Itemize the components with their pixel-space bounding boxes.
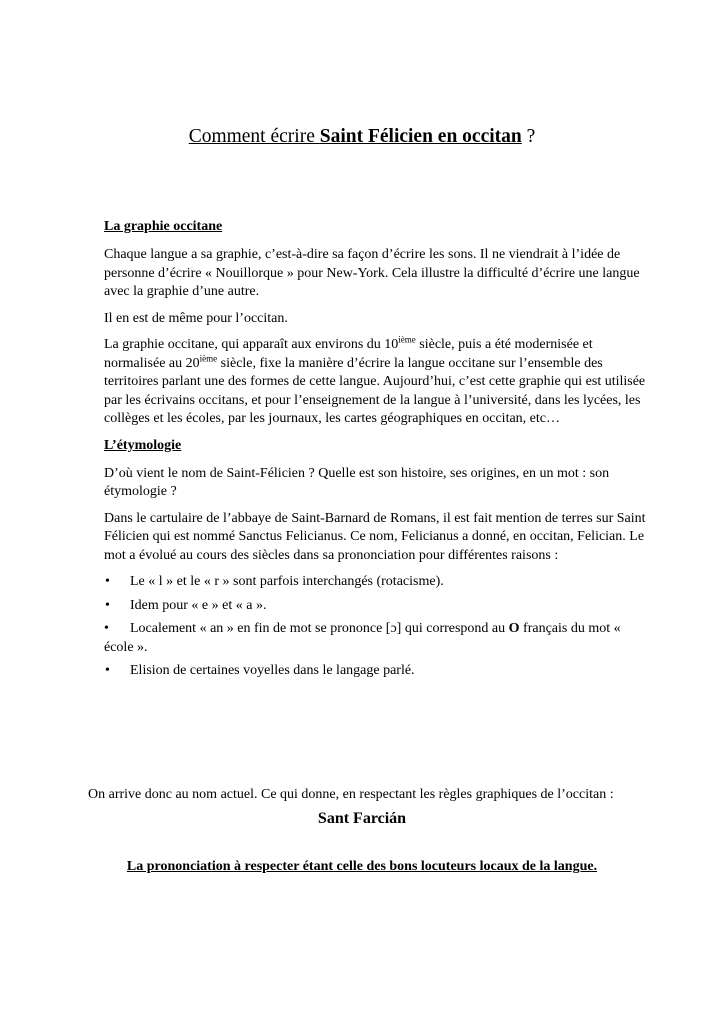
- p3-part-a: La graphie occitane, qui apparaît aux environs du 10: [104, 337, 399, 352]
- p3-sup-1: ième: [398, 334, 416, 345]
- bullet-text: Idem pour « e » et « a ».: [130, 597, 267, 613]
- title-prefix: Comment écrire: [188, 126, 320, 147]
- pronunciation-note: La prononciation à respecter étant celle des bons locuteurs locaux de la langue.: [126, 859, 598, 874]
- bullet-list: [104, 573, 652, 681]
- bullet-icon: •: [105, 663, 110, 678]
- paragraph-etymologie-2: Dans le cartulaire de l’abbaye de Saint-Barnard de Romans, il est fait mention de terres sur Saint Félicien qui est nommé Sanctus Felicianus. Ce nom, Felicianus a donné, en occitan, Felician. Le mot a évolué au cours des siècles dans sa prononciation pour différentes raisons :: [104, 510, 646, 563]
- title-suffix: ?: [521, 126, 536, 147]
- paragraph-graphie-3: [104, 336, 652, 429]
- page-title: [0, 124, 724, 150]
- title-underlined: [189, 126, 522, 147]
- paragraph-graphie-2: Il en est de même pour l’occitan.: [104, 310, 288, 326]
- conclusion-block: [0, 786, 724, 828]
- p3-part-c: siècle, fixe la manière d’écrire la langue occitane sur l’ensemble des territoires parlant une des formes de cette langue. Aujourd’hui, c’est cette graphie qui est utilisée par les écrivains occitans, et pour l’enseignement de la langue à l’université, dans les lycées, les collèges et les écoles, par les journaux, les cartes géographiques en occitan, etc…: [104, 355, 646, 426]
- list-item: [104, 573, 652, 592]
- occitan-name: Sant Farcián: [317, 810, 407, 827]
- section-heading-graphie: La graphie occitane: [104, 219, 223, 234]
- paragraph-graphie-1: Chaque langue a sa graphie, c’est-à-dire sa façon d’écrire les sons. Il ne viendrait à l’idée de personne d’écrire « Nouillorque » pour New-York. Cela illustre la difficulté d’écrire une langue avec la graphie d’une autre.: [104, 247, 640, 299]
- bullet-text-a: Localement « an » en fin de mot se prononce [ɔ] qui correspond au: [130, 621, 509, 636]
- title-bold: Saint Félicien en occitan: [319, 126, 522, 147]
- bullet-text-bold: O: [508, 621, 520, 636]
- list-item: [104, 620, 652, 657]
- paragraph-etymologie-1: D’où vient le nom de Saint-Félicien ? Quelle est son histoire, ses origines, en un mot : son étymologie ?: [104, 465, 610, 499]
- main-content: [104, 218, 652, 686]
- list-item: [104, 662, 652, 681]
- bullet-icon: •: [105, 597, 110, 613]
- bullet-text: Elision de certaines voyelles dans le langage parlé.: [130, 663, 415, 678]
- bullet-text-b: français du mot « école ».: [104, 621, 621, 655]
- conclusion-line: On arrive donc au nom actuel. Ce qui donne, en respectant les règles graphiques de l’occitan :: [88, 787, 614, 802]
- p3-part-b: siècle, puis a été modernisée et normalisée au 20: [104, 337, 593, 371]
- bullet-icon: •: [104, 621, 109, 636]
- section-heading-etymologie: L’étymologie: [104, 437, 182, 453]
- bullet-text: Le « l » et le « r » sont parfois interchangés (rotacisme).: [130, 574, 444, 589]
- p3-sup-2: ième: [199, 352, 218, 363]
- bullet-icon: •: [105, 574, 110, 589]
- list-item: [104, 597, 652, 616]
